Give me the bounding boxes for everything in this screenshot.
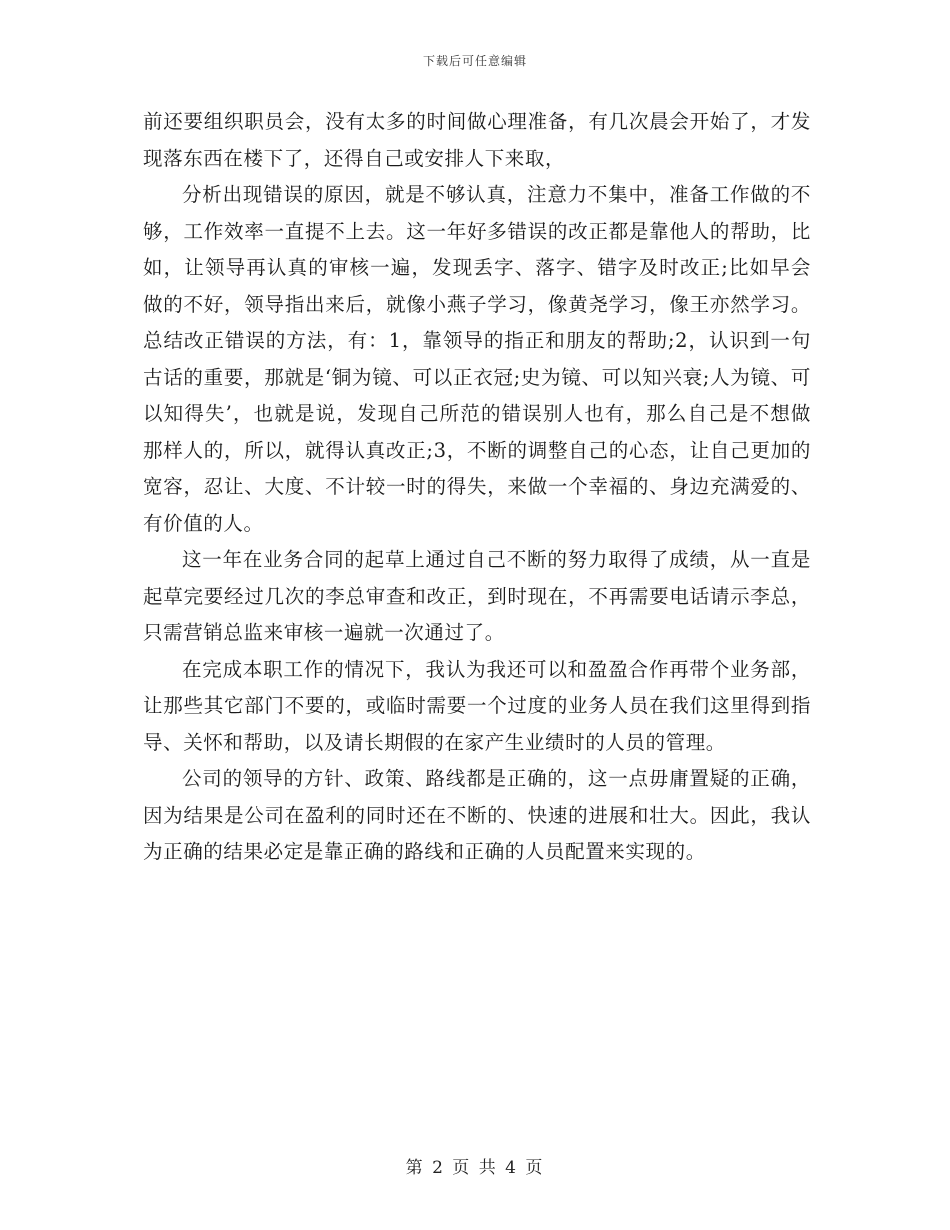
paragraph-company-policy: 公司的领导的方针、政策、路线都是正确的，这一点毋庸置疑的正确，因为结果是公司在盈利的同时还在不断的、快速的进展和壮大。因此，我认为正确的结果必定是靠正确的路线和正确的人员配置来实现的。 (143, 767, 811, 863)
paragraph-error-analysis: 分析出现错误的原因，就是不够认真，注意力不集中，准备工作做的不够，工作效率一直提不上去。这一年好多错误的改正都是靠他人的帮助，比如，让领导再认真的审核一遍，发现丢字、落字、错字及时改正;比如早会做的不好，领导指出来后，就像小燕子学习，像黄尧学习，像王亦然学习。总结改正错误的方法，有：1，靠领导的指正和朋友的帮助;2，认识到一句古话的重要，那就是‘铜为镜、可以正衣冠;史为镜、可以知兴衰;人为镜、可以知得失’，也就是说，发现自己所范的错误别人也有，那么自己是不想做那样人的，所以，就得认真改正;3，不断的调整自己的心态，让自己更加的宽容，忍让、大度、不计较一时的得失，来做一个幸福的、身边充满爱的、有价值的人。 (143, 183, 811, 535)
page-header: 下载后可任意编辑 (422, 54, 527, 68)
paragraph-continued: 前还要组织职员会，没有太多的时间做心理准备，有几次晨会开始了，才发现落东西在楼下了，还得自己或安排人下来取， (143, 110, 811, 170)
paragraph-contract-drafting: 这一年在业务合同的起草上通过自己不断的努力取得了成绩，从一直是起草完要经过几次的李总审查和改正，到时现在，不再需要电话请示李总，只需营销总监来审核一遍就一次通过了。 (143, 548, 811, 644)
document-body (143, 104, 811, 871)
page-number: 第 2 页 共 4 页 (405, 1158, 545, 1178)
paragraph-business-department: 在完成本职工作的情况下，我认为我还可以和盈盈合作再带个业务部，让那些其它部门不要的，或临时需要一个过度的业务人员在我们这里得到指导、关怀和帮助，以及请长期假的在家产生业绩时的人员的管理。 (143, 657, 811, 754)
